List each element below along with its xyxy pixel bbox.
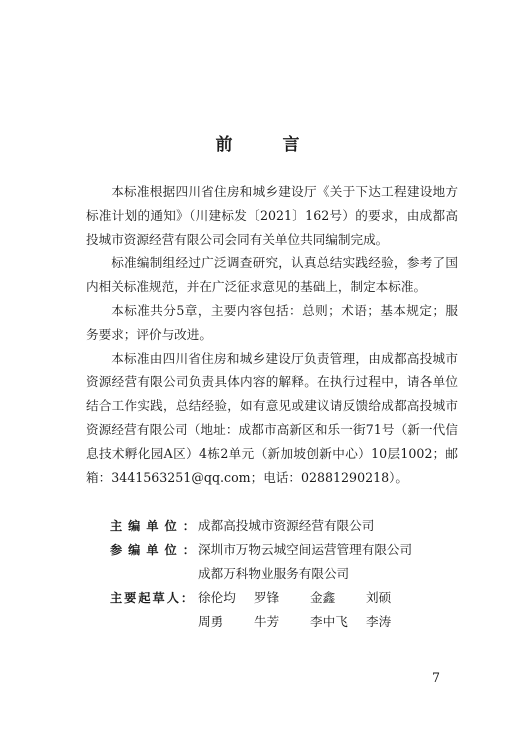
paragraph-2: 标准编制组经过广泛调查研究，认真总结实践经验，参考了国内相关标准规范，并在广泛征求意见的基础上，制定本标准。	[86, 255, 458, 295]
drafters-label: 主要起草人：	[110, 591, 196, 605]
drafter-name: 徐伦均	[198, 590, 236, 605]
participating-unit-label: 参编单位：	[110, 543, 201, 557]
credits-block	[86, 514, 466, 634]
paragraph-1: 本标准根据四川省住房和城乡建设厅《关于下达工程建设地方标准计划的通知》（川建标发〔2021〕162号）的要求，由成都高投城市资源经营有限公司会同有关单位共同编制完成。	[86, 184, 458, 247]
page-title: 前 言	[215, 135, 322, 155]
participating-unit-1: 深圳市万物云城空间运营管理有限公司	[198, 542, 413, 557]
chief-unit-name: 成都高投城市资源经营有限公司	[198, 518, 375, 533]
preface-body	[86, 180, 458, 489]
participating-unit-2: 成都万科物业服务有限公司	[198, 566, 350, 581]
drafter-name: 李中飞	[310, 614, 348, 629]
drafter-name: 罗锋	[254, 590, 280, 605]
paragraph-4: 本标准由四川省住房和城乡建设厅负责管理，由成都高投城市资源经营有限公司负责具体内容的解释。在执行过程中，请各单位结合工作实践，总结经验，如有意见或建议请反馈给成都高投城市资源经营有限公司（地址：成都市高新区和乐一街71号（新一代信息技术孵化园A区）4栋2单元（新加坡创新中心）10层1002；邮箱：3441563251@qq.com；电话：02881290218）。	[86, 350, 458, 485]
paragraph-3: 本标准共分5章，主要内容包括：总则；术语；基本规定；服务要求；评价与改进。	[86, 302, 458, 342]
drafters-row	[86, 586, 466, 634]
participating-unit-row	[86, 538, 466, 586]
drafter-name: 李涛	[366, 614, 392, 629]
drafter-name: 牛芳	[254, 614, 280, 629]
chief-unit-row	[86, 514, 466, 538]
drafter-name: 金鑫	[310, 590, 336, 605]
drafter-name: 刘硕	[366, 590, 392, 605]
drafter-name: 周勇	[198, 614, 224, 629]
drafters-list	[198, 586, 466, 634]
chief-unit-label: 主编单位：	[110, 519, 201, 533]
page-number: 7	[432, 670, 441, 685]
